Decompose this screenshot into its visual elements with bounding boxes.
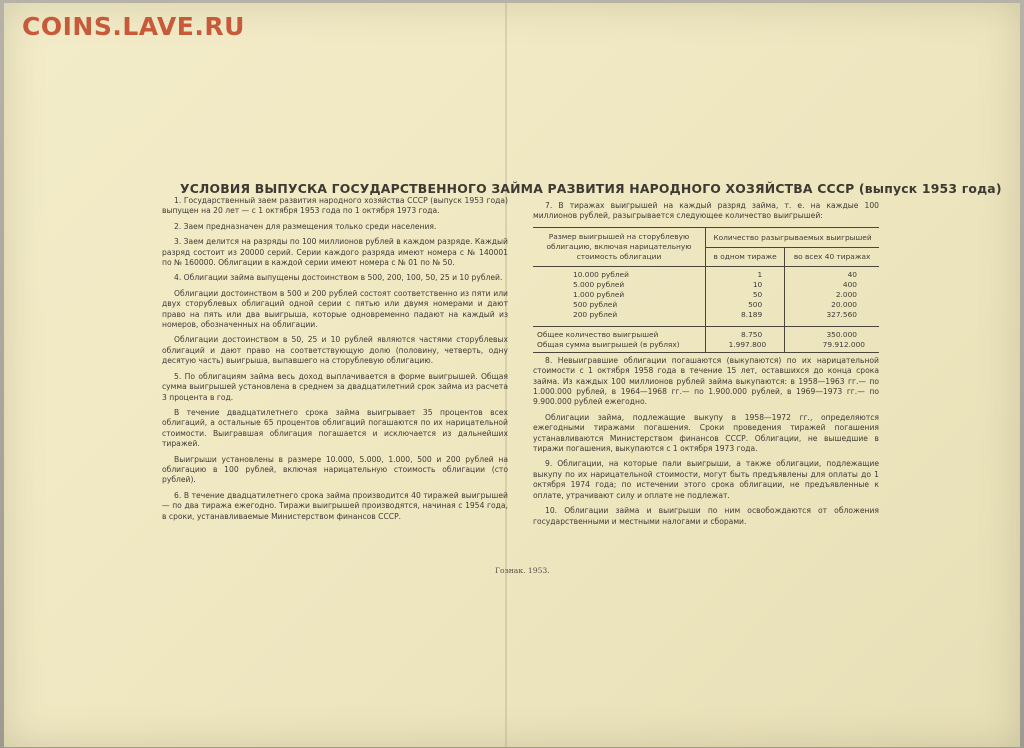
prize-cell: 500 рублей <box>533 300 706 310</box>
total-count-one: 8.750 <box>706 326 785 340</box>
one-draw-cell: 500 <box>706 300 785 310</box>
right-paragraph: Облигации займа, подлежащие выкупу в 1958—1972 гг., определяются ежегодными тиражами погашения. Сроки проведения тиражей погашения устанавливаются Министерством финансов СССР. Облигации, не вышедшие в тиражи погашения, выкупаются с 1 октября 1973 года. <box>533 412 879 454</box>
left-paragraph: 4. Облигации займа выпущены достоинством в 500, 200, 100, 50, 25 и 10 рублей. <box>174 273 503 283</box>
document-title: УСЛОВИЯ ВЫПУСКА ГОСУДАРСТВЕННОГО ЗАЙМА РАЗВИТИЯ НАРОДНОГО ХОЗЯЙСТВА СССР (выпуск 1953 года) <box>180 181 1002 196</box>
total-count-label: Общее количество выигрышей <box>533 326 706 340</box>
prize-cell: 200 рублей <box>533 310 706 327</box>
total-count-all: 350.000 <box>826 329 857 339</box>
left-paragraph: 3. Заем делится на разряды по 100 миллионов рублей в каждом разряде. Каждый разряд состоит из 20000 серий. Серии каждого разряда имеют номера с № 140001 по № 160000. Облигации в каждой серии имеют номера с № 01 по № 50. <box>162 237 508 268</box>
left-paragraph: 1. Государственный заем развития народного хозяйства СССР (выпуск 1953 года) выпущен на 20 лет — с 1 октября 1953 года по 1 октября 1973 года. <box>162 196 508 216</box>
all-draws-cell: 400 <box>842 279 857 289</box>
table-total-row <box>533 340 879 353</box>
one-draw-cell: 8.189 <box>706 310 785 327</box>
left-paragraph: Облигации достоинством в 500 и 200 рублей состоят соответственно из пяти или двух сторублевых облигаций одной серии с пятью или двумя номерами и дают право на пять или два выигрыша, которые одновременно падают на каждый из номеров, обозначенных на облигации. <box>162 288 508 330</box>
left-paragraph: 2. Заем предназначен для размещения только среди населения. <box>174 221 437 231</box>
table-head-one-draw: в одном тираже <box>706 248 785 266</box>
left-paragraph: В течение двадцатилетнего срока займа выигрывает 35 процентов всех облигаций, а остальные 65 процентов облигаций погашаются по их нарицательной стоимости. Выигравшая облигация погашается и исключается из дальнейших тиражей. <box>162 407 508 449</box>
all-draws-cell: 2.000 <box>835 289 857 299</box>
left-paragraph: 6. В течение двадцатилетнего срока займа производится 40 тиражей выигрышей — по два тиража ежегодно. Тиражи выигрышей производятся, начиная с 1954 года, в сроки, устанавливаемые Министерством финансов СССР. <box>162 490 508 521</box>
site-watermark: COINS.LAVE.RU <box>22 12 245 41</box>
table-head-all-draws: во всех 40 тиражах <box>785 248 879 266</box>
right-column <box>533 201 879 532</box>
table-head-group: Количество разыгрываемых выигрышей <box>706 227 880 248</box>
printer-imprint: Гознак. 1953. <box>495 566 550 575</box>
one-draw-cell: 1 <box>706 266 785 280</box>
table-total-row <box>533 326 879 340</box>
all-draws-cell: 40 <box>847 269 857 279</box>
prize-cell: 10.000 рублей <box>533 266 706 280</box>
prize-cell: 5.000 рублей <box>533 280 706 290</box>
prize-cell: 1.000 рублей <box>533 290 706 300</box>
one-draw-cell: 10 <box>706 280 785 290</box>
right-paragraph: 9. Облигации, на которые пали выигрыши, а также облигации, подлежащие выкупу по их нарицательной стоимости, могут быть предъявлены для оплаты до 1 октября 1974 года; по истечении этого срока облигации, не предъявленные к оплате, утрачивают силу и оплате не подлежат. <box>533 459 879 500</box>
right-intro: 7. В тиражах выигрышей на каждый разряд займа, т. е. на каждые 100 миллионов рублей, разыгрывается следующее количество выигрышей: <box>533 201 879 221</box>
all-draws-cell: 20.000 <box>831 299 857 309</box>
one-draw-cell: 50 <box>706 290 785 300</box>
right-paragraph: 8. Невыигравшие облигации погашаются (выкупаются) по их нарицательной стоимости с 1 октября 1958 года в течение 15 лет, оставшихся до конца срока займа. Из каждых 100 миллионов рублей займа выкупаются: в 1958—1963 гг.— по 1.000.000 рублей, в 1964—1968 гг.— по 1.900.000 рублей, в 1969—1973 гг.— по 9.900.000 рублей ежегодно. <box>533 355 879 407</box>
table-row <box>533 266 879 280</box>
right-paragraph: 10. Облигации займа и выигрыши по ним освобождаются от обложения государственными и местными налогами и сборами. <box>533 506 879 526</box>
left-paragraph: 5. По облигациям займа весь доход выплачивается в форме выигрышей. Общая сумма выигрышей установлена в среднем за двадцатилетний срок займа из расчета 3 процента в год. <box>162 371 508 402</box>
table-row <box>533 300 879 310</box>
all-draws-cell: 327.560 <box>826 309 857 319</box>
table-row <box>533 290 879 300</box>
total-sum-one: 1.997.800 <box>706 340 785 353</box>
prize-table <box>533 227 879 353</box>
table-row <box>533 310 879 327</box>
table-row <box>533 280 879 290</box>
left-paragraph: Выигрыши установлены в размере 10.000, 5.000, 1.000, 500 и 200 рублей на облигацию в 100 рублей, включая нарицательную стоимость облигации (сто рублей). <box>162 454 508 485</box>
table-head-prize: Размер выигрышей на сторублевую облигацию, включая нарицательную стоимость облигации <box>533 227 706 266</box>
total-sum-label: Общая сумма выигрышей (в рублях) <box>533 340 706 353</box>
left-paragraph: Облигации достоинством в 50, 25 и 10 рублей являются частями сторублевых облигаций и дают право на соответствующую долю (половину, четверть, одну десятую часть) выигрыша, выпавшего на сторублевую облигацию. <box>162 335 508 366</box>
total-sum-all: 79.912.000 <box>822 339 865 349</box>
left-column <box>162 196 508 527</box>
